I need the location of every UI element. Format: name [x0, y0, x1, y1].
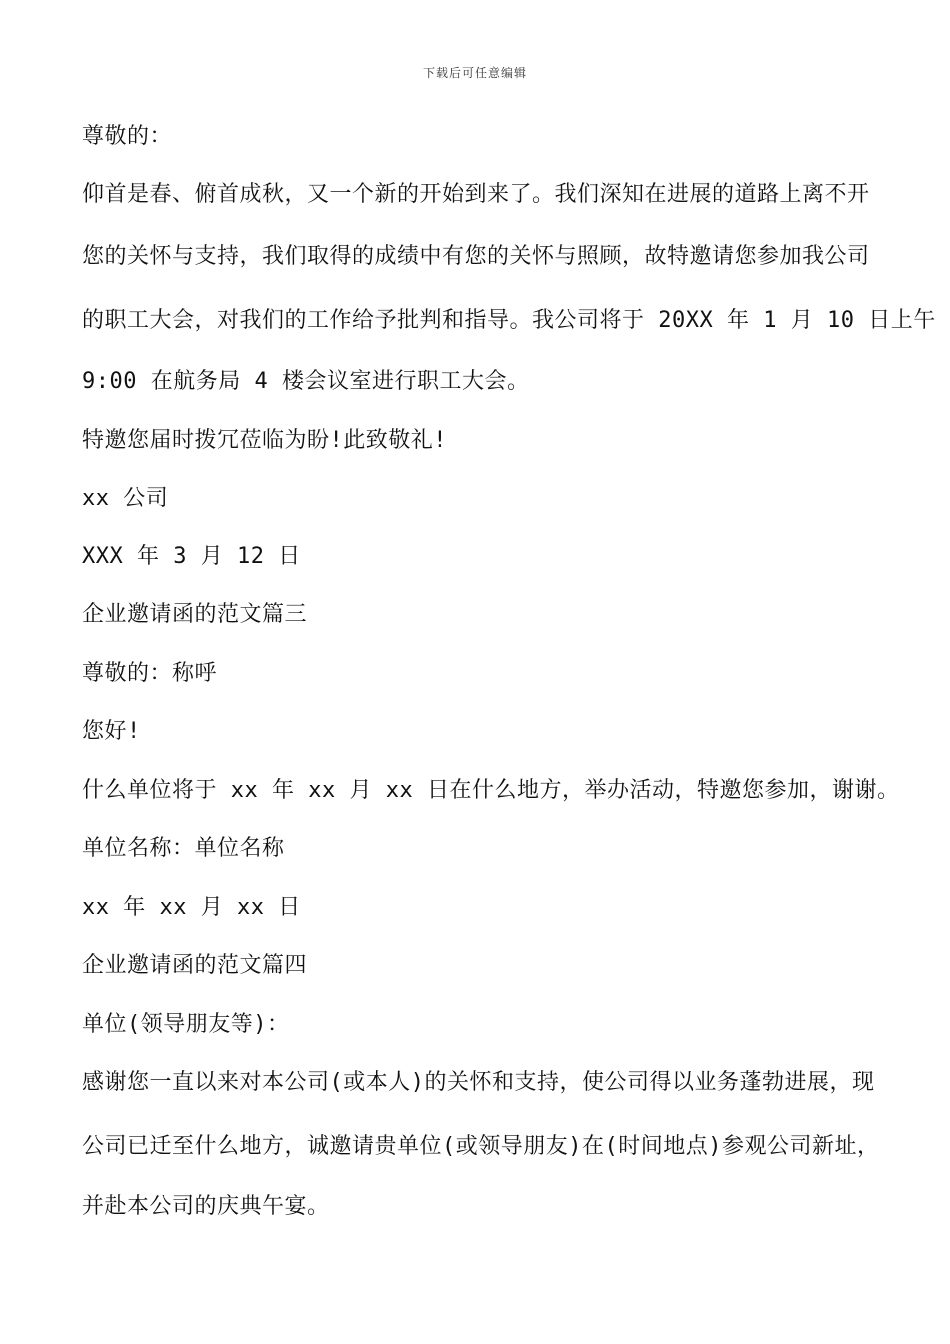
section-heading: 企业邀请函的范文篇四: [82, 953, 308, 978]
salutation: 单位(领导朋友等)：: [82, 1012, 290, 1037]
paragraph-line: 的职工大会，对我们的工作给予批判和指导。我公司将于 20XX 年 1 月 10 日上午: [82, 308, 936, 333]
paragraph-line: 什么单位将于 xx 年 xx 月 xx 日在什么地方，举办活动，特邀您参加，谢谢。: [82, 778, 900, 803]
paragraph-line: 并赴本公司的庆典午宴。: [82, 1194, 330, 1219]
header-note: 下载后可任意编辑: [422, 66, 527, 80]
salutation: 尊敬的：: [82, 124, 173, 149]
unit-name-line: 单位名称：单位名称: [82, 836, 285, 861]
paragraph-line: 您的关怀与支持，我们取得的成绩中有您的关怀与照顾，故特邀请您参加我公司: [82, 244, 870, 269]
signature-company: xx 公司: [82, 486, 169, 511]
paragraph-line: 9:00 在航务局 4 楼会议室进行职工大会。: [82, 369, 530, 394]
section-heading: 企业邀请函的范文篇三: [82, 602, 308, 627]
paragraph-line: 公司已迁至什么地方，诚邀请贵单位(或领导朋友)在(时间地点)参观公司新址，: [82, 1134, 880, 1159]
date-line: xx 年 xx 月 xx 日: [82, 895, 301, 920]
paragraph-line: 仰首是春、俯首成秋，又一个新的开始到来了。我们深知在进展的道路上离不开: [82, 182, 870, 207]
closing-line: 特邀您届时拨冗莅临为盼!此致敬礼!: [82, 428, 447, 453]
paragraph-line: 感谢您一直以来对本公司(或本人)的关怀和支持，使公司得以业务蓬勃进展，现: [82, 1070, 875, 1095]
salutation: 尊敬的：称呼: [82, 661, 218, 686]
greeting: 您好!: [82, 719, 141, 744]
signature-date: XXX 年 3 月 12 日: [82, 544, 301, 569]
